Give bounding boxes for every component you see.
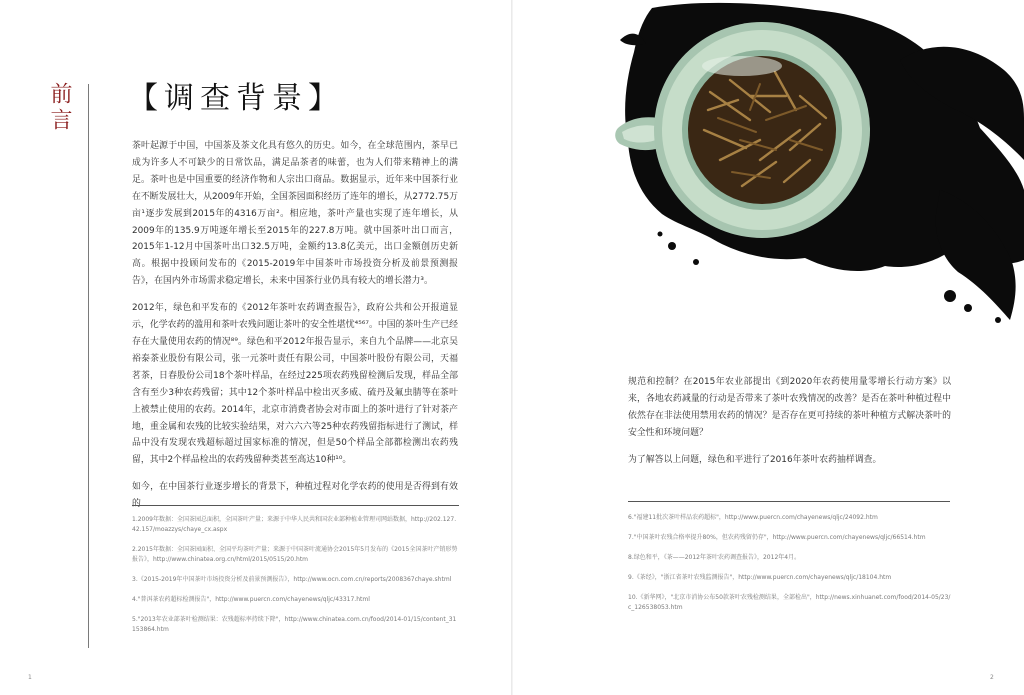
footnote: 1.2009年数据：全国茶园总面积，全国茶叶产量；来源于中华人民共和国农业部种植业管理司网站数据，http://202.127.42.157/moazzys/chaye_cx.aspx [132, 516, 457, 533]
footnote: 8.绿色和平，《茶——2012年茶叶农药调查报告》，2012年4月。 [628, 554, 801, 561]
footnote: 3.《2015-2019年中国茶叶市场投资分析及前景预测报告》，http://www.ocn.com.cn/reports/2008367chaye.shtml [132, 576, 452, 583]
section-divider-vertical [88, 84, 89, 648]
body-paragraph: 规范和控制？在2015年农业部提出《到2020年农药使用量零增长行动方案》以来，各地农药减量的行动是否带来了茶叶农残情况的改善？是否在茶叶种植过程中依然存在非法使用禁用农药的情况？是否存在更可持续的茶叶种植方式解决茶叶的安全性和环境问题？ [628, 377, 951, 438]
section-heading: 【调查背景】 [128, 81, 344, 116]
body-paragraph: 茶叶起源于中国，中国茶及茶文化具有悠久的历史。如今，在全球范围内，茶早已成为许多人不可缺少的日常饮品，满足品茶者的味蕾，也为人们带来精神上的满足。茶叶也是中国重要的经济作物和人宗出口商品。数据显示，近年来中国茶行业在不断发展壮大，从2009年开始，全国茶园面积经历了连年的增长，从2772.75万亩¹逐步发展到2015年的4316万亩²。相应地，茶叶产量也实现了连年增长，从2009年的135.9万吨逐年增长至2015年的227.8万吨。就中国茶叶出口而言，2015年1-12月中国茶叶出口32.5万吨，金额约13.8亿美元，出口金额创历史新高。根据中投顾问发布的《2015-2019年中国茶叶市场投资分析及前景预测报告》，在国内外市场需求稳定增长，未来中国茶行业仍具有较大的增长潜力³。 [132, 141, 458, 287]
footnote: 9.《茶经》，"浙江省茶叶农残监测报告"，http://www.puercn.com/chayenews/qljc/18104.htm [628, 574, 892, 581]
footnote: 10.《新华网》，"北京市消协公布50款茶叶农残检测结果，全部检出"，http://news.xinhuanet.com/food/2014-05/23/c_126538053.htm [628, 594, 951, 611]
footnote-divider [132, 505, 459, 506]
footnote-list-right [628, 513, 951, 623]
page-number: 1 [28, 674, 32, 681]
page-gutter [511, 0, 513, 695]
body-text-column-right [628, 374, 951, 479]
section-label-vertical: 前言 [47, 82, 72, 134]
body-text-column [132, 138, 458, 523]
footnote: 2.2015年数据：全国茶园面积、全国平均茶叶产量；来源于中国茶叶流通协会2015年5月发布的《2015全国茶叶产销形势报告》，http://www.chinatea.org.cn/html/2015/0515/20.htm [132, 546, 458, 563]
body-paragraph: 2012年，绿色和平发布的《2012年茶叶农药调查报告》，政府公共和公开报道显示，化学农药的滥用和茶叶农残问题让茶叶的安全性堪忧⁴⁵⁶⁷。中国的茶叶生产已经存在大量使用农药的情况⁸⁹。绿色和平2012年报告显示，来自九个品牌——北京吴裕泰茶业股份有限公司，张一元茶叶责任有限公司，中国茶叶股份有限公司，天福茗茶，日春股份公司18个茶叶样品，在经过225项农药残留检测后发现，样品全部含有至少3种农药残留；其中12个茶叶样品中检出灭多威、硫丹及氟虫腈等在茶叶上被禁止使用的农药。2014年，北京市消费者协会对市面上的茶叶进行了针对茶产地，重金属和农残的比较实验结果，对六六六等25种农药残留指标进行了测试，样品中没有发现农残超标超过国家标准的情况，但是50个样品全部都检测出农药残留，其中2个样品检出的农药残留种类甚至高达10种¹⁰。 [132, 303, 458, 466]
footnote: 6."福建11批次茶叶样品农药超标"，http://www.puercn.com/chayenews/qljc/24092.htm [628, 514, 878, 521]
footnote: 7."中国茶叶农残合格率提升80%，但农药残留仍存"，http://www.puercn.com/chayenews/qljc/66514.htm [628, 534, 926, 541]
page-number: 2 [990, 674, 994, 681]
footnote: 4."普洱茶农药超标检测报告"，http://www.puercn.com/chayenews/qljc/43317.html [132, 596, 370, 603]
body-paragraph: 为了解答以上问题，绿色和平进行了2016年茶叶农药抽样调查。 [628, 454, 882, 465]
footnote: 5."2013年农业部茶叶检测结果：农残超标率持续下降"，http://www.chinatea.com.cn/food/2014-01/15/content_31153864.htm [132, 616, 457, 633]
body-paragraph: 如今，在中国茶行业逐步增长的背景下，种植过程对化学农药的使用是否得到有效 [132, 482, 458, 493]
footnote-divider [628, 501, 950, 502]
footnote-list [132, 515, 458, 645]
tea-bowl-ink-illustration [600, 0, 1024, 330]
